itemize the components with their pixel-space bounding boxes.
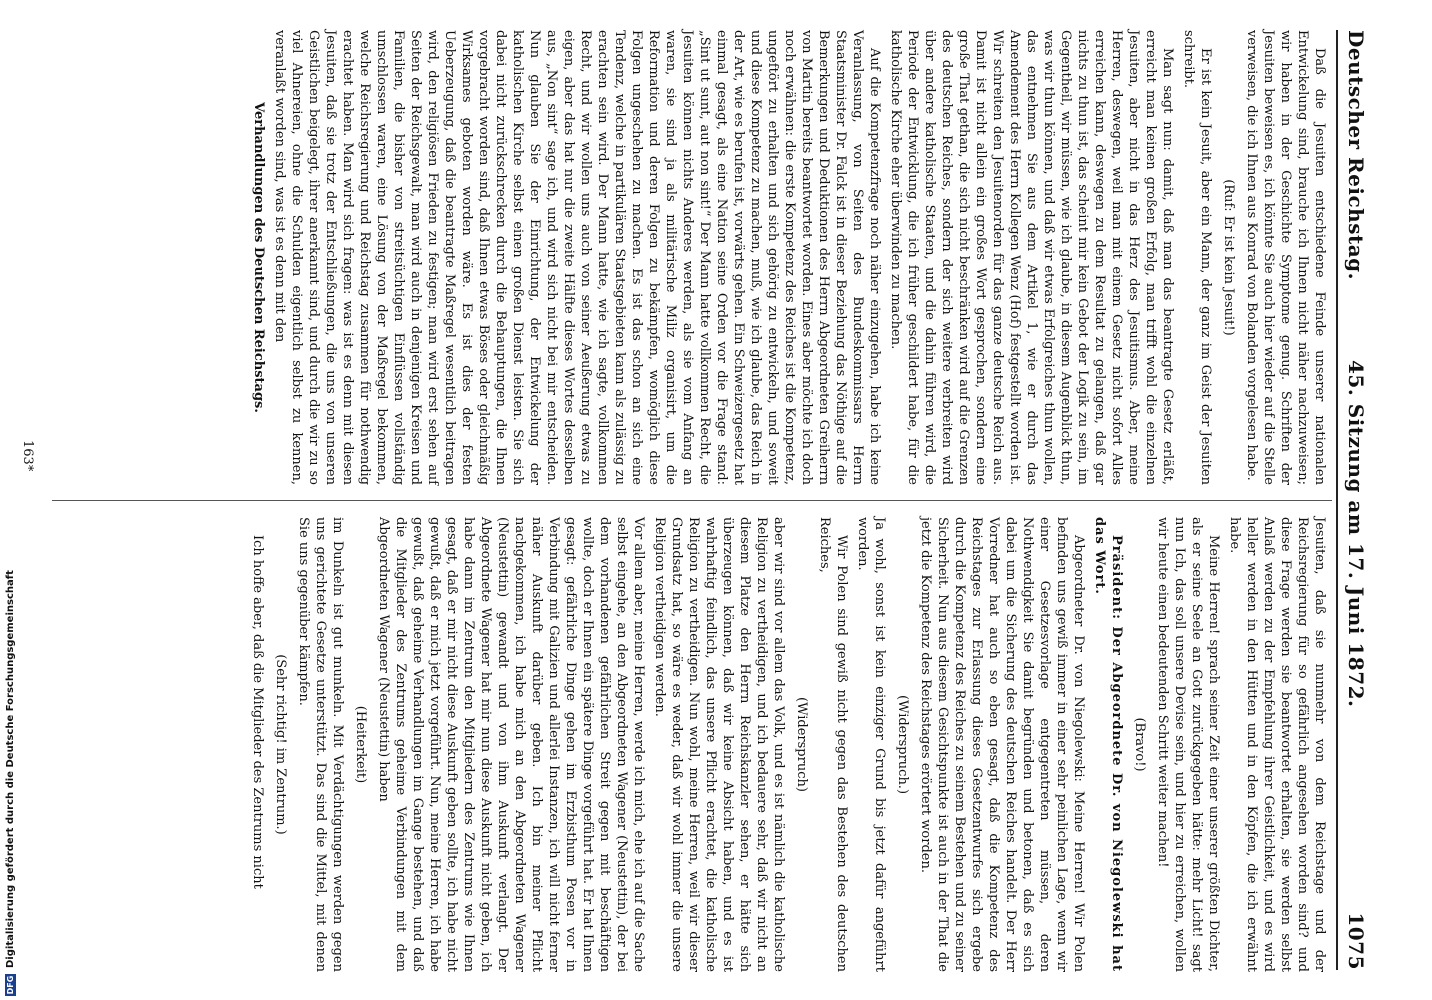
paragraph: Präsident: Der Abgeordnete Dr. von Niegolewski hat das Wort. bbox=[1092, 517, 1124, 972]
paragraph: Ich hoffe aber, daß die Mitglieder des Zentrums nicht bbox=[250, 535, 265, 889]
header-rule bbox=[1336, 30, 1338, 970]
paragraph: Man sagt nun: damit, daß man das beantragte Gesetz erläßt, erreicht man keinen großen Erfolg, man trifft wohl die einzelnen Jesuiten, aber nicht in das Herz des Jesuitismus. Aber, meine Herren, deswegen, weil man mit einem Gesetz nicht sofort Alles erreichen kann, deswegen zu dem Resultat zu gelangen, daß gar nichts zu thun ist, das scheint mir kein Gebot der Logik zu sein, im Gegentheil, wir müssen, wie ich glaube, in diesem Augenblick thun, was wir thun können, und daß wir etwas Erfolgreiches thun wollen, das entnehmen Sie aus dem Artikel 1, wie er durch das Amendement des Herrn Kollegen Wenz (Hof) festgestellt worden ist. Wir schreiten den Jesuitenorden für das ganze deutsche Reich aus. Damit ist nicht allein ein großes Wort gesprochen, sondern eine große That gethan, die sich nicht beschränken wird auf die Grenzen des deutschen Reiches, sondern der sich weitere verbreiten wird über andere katholische Staaten, und die dahin führen wird, die Periode der Entwicklung, die ich früher geschildert habe, für die katholische Kirche eher überwinden zu machen. bbox=[888, 30, 1175, 485]
right-column bbox=[245, 517, 1328, 972]
paragraph: Abgeordneter Dr. von Niegolewski: Meine Herren! Wir Polen befinden uns gewiß immer in einer sehr peinlichen Lage, wenn wir einer Gesetzesvorlage entgegentreten müssen, deren Nothwendigkeit Sie damit begründen und betonen, daß es sich dabei um die Sicherung des deutschen Reiches handelt. Der Herr Vorredner hat auch so eben gesagt, daß die Kompetenz des Reichstages zur Erlassung dieses Gesetzentwurfes sich ergebe durch die Kompetenz des Reiches zu seinem Bestehen und zu seiner Sicherheit. Nun aus diesem Gesichtspunkte ist auch in der That die jetzt die Kompetenz des Reichstages erörtert worden. bbox=[918, 517, 1086, 972]
interjection: (Sehr richtig! im Zentrum.) bbox=[273, 654, 288, 835]
paragraph: Jesuiten, daß sie nunmehr von dem Reichstage und der Reichsregierung für so gefährlich angesehen worden sind? und diese Frage werden sie beantwortet erhalten, sie werden selbst Anlaß werden zu der Empfehlung ihrer Geistlichkeit, und es wird heller werden in den Hütten und in den Köpfen, die ich erwähnt habe. bbox=[1227, 517, 1327, 972]
digitization-note: Digitalisierung gefördert durch die Deutsche Forschungsgemeinschaft bbox=[4, 570, 16, 968]
paragraph: Daß die Jesuiten entschiedene Feinde unserer nationalen Entwickelung sind, brauche ich Ihnen nicht näher nachzuweisen; wir haben in der Geschichte Symptome genug. Schriften der Jesuiten beweisen es, ich könnte Sie auch hier wieder auf die Stelle verweisen, die ich Ihnen aus Konrad von Bolanden vorgelesen habe. bbox=[1244, 30, 1327, 485]
interjection: (Bravo!) bbox=[1132, 717, 1147, 772]
interjection: (Heiterkeit) bbox=[353, 705, 368, 784]
interjection: (Ruf: Er ist kein Jesuit!) bbox=[1221, 179, 1236, 336]
left-column bbox=[246, 30, 1328, 485]
footer-title: Verhandlungen des Deutschen Reichstags. bbox=[251, 102, 266, 413]
dfg-logo-icon: DFG bbox=[5, 975, 15, 995]
paragraph: Meine Herren! sprach seiner Zeit einer unserer größten Dichter, als er seine Seele an Gott zurückgegeben hätte: mehr Licht! sagt nun Ich, das soll unsere Devise sein, und hier zu erreichen, wollen wir heute einen bedeutenden Schritt weiter machen! bbox=[1155, 517, 1221, 972]
paragraph: aber wir sind vor allem das Volk, und es ist nämlich die katholische Religion zu vertheidigen, und ich bedauere sehr, daß wir nicht an diesem Platze den Herrn Reichskanzler sehen, er hätte sich überzeugen können, daß wir keine Absicht haben, und es ist wahrhaftig feindlich, das unsere Pflicht erachtet, die katholische Religion zu vertheidigen. Nun wohl, meine Herren, weil wir dieser Grundsatz hat, so wäre es weder, daß wir wohl immer die unsere Religion vertheidigen werden. bbox=[652, 517, 786, 972]
running-head-session: 45. Sitzung am 17. Juni 1872. bbox=[1344, 360, 1368, 708]
paragraph: Auf die Kompetenzfrage noch näher einzugehen, habe ich keine Veranlassung, von Seiten des Bundeskommissars Herrn Staatsminister Dr. Falck ist in dieser Beziehung das Nöthige auf die Bemerkungen und Deduktionen des Herrn Abgeordneten Greiherrn von Martin bereits beantwortet worden. Eines aber möchte ich doch noch erwähnen: die erste Kompetenz des Reiches ist die Kompetenz, ungeftört zu erhalten und sich gehörig zu entwickeln, und soweit und diese Kompetenz zu machen, muß, wie ich glaube, das Reich in der Art, wie es berufen ist, vorwärts gehen. Ein Schweizergesetz hat einmal gesagt, als eine Nation seine Orden vor die Frage stand: „Sint ut sunt, aut non sint!“ Der Mann hatte vollkommen Recht, die Jesuiten können nichts Anderes werden, als sie vom Anfang an waren, sie sind ja als militärische Miliz organisirt, um die Reformation und deren Folgen zu bekämpfen, womöglich diese Folgen ungeschehen zu machen. Es ist das schon an sich eine Tendenz, welche in partikulären Staatsgebieten kann als zulässig zu erachten sein wird. Der Mann hatte, wie ich sagte, vollkommen Recht, und wir wollen uns auch von seiner Aeußerung etwas zu eigen, aber das hat nur die zweite Hälfte dieses Wortes desselben aus, „Non sint“ sage ich, und wird sich nicht bei mir entscheiden. Nun glauben Sie der Einrichtung, der Entwickelung der katholischen Kirche selbst einen großen Dienst leisten. Sie sich dabei nicht zurückschrecken durch die Behauptungen, die Ihnen vorgebracht worden sind, daß Ihnen etwas Böses oder gleichmäßig Wirksames geboten worden wäre. Es ist dies der festen Ueberzeugung, daß die beantragte Maßregel wesentlich beitragen wird, den religiösen Frieden zu festigen; man wird erst sehen auf Seiten der Reichsgewalt, man wird auch in denjenigen Kreisen und Familien, die bisher von streitsüchtigen Einflüssen vollständig umschlossen waren, eine Lösung von der Maßregel bekommen, welche Reichsregierung und Reichstag zusammen für nothwendig erachtet haben. Man wird sich fragen: was ist es denn mit diesen Jesuiten, daß sie trotz der Entschließungen, die uns von unseren Geistlichen beigelegt, ihrer anerkannt sind, und durch die wir zu so viel Ahnereien, ohne die Schulden eigentlich selbst zu kennen, veranlaßt worden sind, was ist es denn mit den bbox=[272, 30, 882, 485]
paragraph: Er ist kein Jesuit, aber ein Mann, der ganz im Geist der Jesuiten schreibt. bbox=[1181, 30, 1213, 485]
paragraph: Wir Polen sind gewiß nicht gegen das Bestehen des deutschen Reiches, bbox=[817, 517, 849, 972]
page-number: 1075 bbox=[1344, 912, 1368, 970]
running-head-title: Deutscher Reichstag. bbox=[1344, 30, 1368, 281]
digitization-footer bbox=[2, 6, 18, 996]
paragraph: Ja wohl, sonst ist kein einziger Grund bis jetzt dafür angeführt worden. bbox=[855, 517, 887, 972]
paragraph: Vor allem aber, meine Herren, werde ich mich, ehe ich auf die Sache selbst eingehe, an den Abgeordneten Wagener (Neustettin), der bei dem vorhandenen gefährlichen Streit gegen mit beschäftigen wollte, doch er Ihnen ein spätere Dinge vorgeführt hat. Er hat Ihnen gesagt: gefährliche Dinge gehen im Erzbisthum Posen vor in Verbindung mit Galizien und allerlei Instanzen, ich will nicht ferner näher Auskunft darüber geben. Ich bin meiner Pflicht nachgekommen, ich habe mich an den Abgeordneten Wagener (Neustettin) gewandt und von ihm Auskunft verlangt. Der Abgeordnete Wagener hat mir nun diese Auskunft nicht geben, ich habe dann im Zentrum den Mitgliedern des Zentrums wie Ihnen gesagt, daß er mir nicht diese Auskunft geben sollte, ich habe nicht gewußt, daß er mich jetzt vorgeführt. Nun, meine Herren, ich habe gewußt, daß geheime Verhandlungen im Gange bestehen, und daß die Mitglieder des Zentrums geheime Verbindungen mit dem Abgeordneten Wagener (Neustettin) haben bbox=[376, 517, 646, 972]
column-divider bbox=[52, 500, 1332, 501]
interjection: (Widerspruch.) bbox=[895, 694, 910, 795]
running-head bbox=[1344, 30, 1368, 970]
paragraph: im Dunkeln ist gut munkeln. Mit Verdächtigungen werden gegen uns gerichtete Gesetze unterstützt. Das sind die Mittel, mit denen Sie uns gegenüber kämpfen. bbox=[296, 517, 345, 972]
signature-mark: 163* bbox=[20, 440, 35, 472]
interjection: (Widerspruch) bbox=[794, 697, 809, 792]
